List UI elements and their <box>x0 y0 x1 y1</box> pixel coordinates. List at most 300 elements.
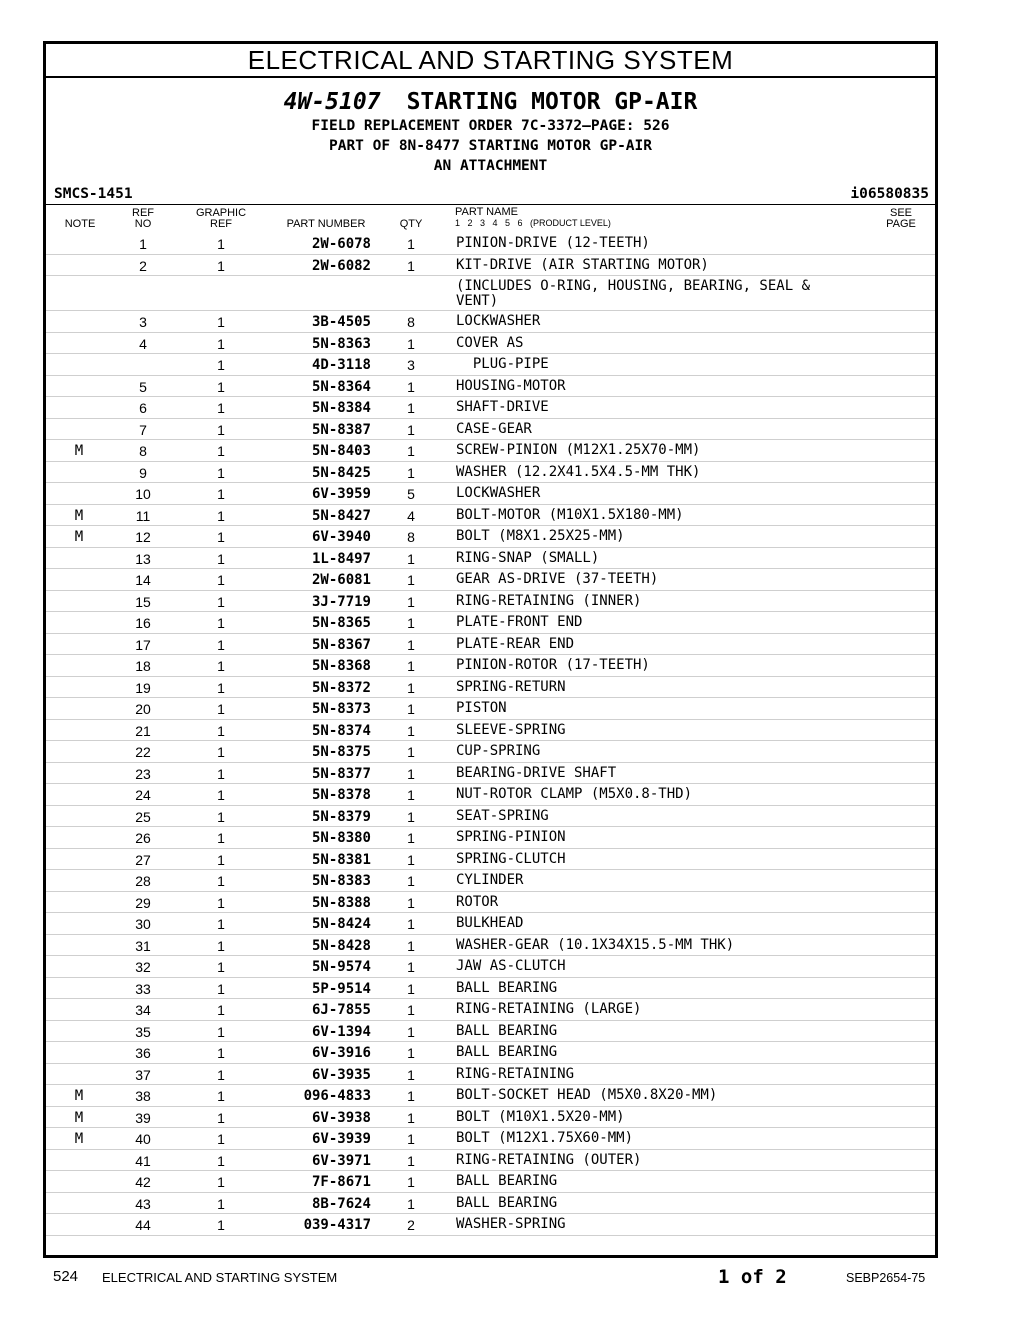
part-number-cell: 5N-8373 <box>311 701 371 717</box>
table-row <box>46 376 935 398</box>
graphic-ref-cell: 1 <box>217 851 225 868</box>
graphic-ref-cell: 1 <box>217 464 225 481</box>
qty-cell: 1 <box>407 722 415 739</box>
table-row <box>46 956 935 978</box>
table-row <box>46 999 935 1021</box>
qty-cell: 1 <box>407 464 415 481</box>
ref-no-cell: 31 <box>135 937 151 954</box>
ref-no-cell: 7 <box>139 421 147 438</box>
note-cell: M <box>74 1088 84 1104</box>
graphic-ref-cell: 1 <box>217 357 225 373</box>
graphic-ref-cell: 1 <box>217 1152 225 1169</box>
graphic-ref-cell: 1 <box>217 257 225 274</box>
note-cell: M <box>74 507 84 524</box>
col-see-line1: SEE <box>889 207 912 219</box>
ref-no-cell: 8 <box>139 443 147 459</box>
table-row <box>46 569 935 591</box>
table-row <box>46 784 935 806</box>
ref-no-cell: 11 <box>135 507 151 524</box>
table-row <box>46 397 935 419</box>
note-cell: M <box>74 1109 84 1126</box>
graphic-ref-cell: 1 <box>217 980 225 997</box>
part-number-cell: 6V-3935 <box>311 1066 371 1083</box>
ref-no-cell: 16 <box>135 615 151 631</box>
part-name-cell: PLUG-PIPE <box>456 356 549 372</box>
graphic-ref-cell: 1 <box>217 679 225 696</box>
part-number-cell: 5N-8368 <box>311 658 371 674</box>
ref-no-cell: 17 <box>135 636 151 653</box>
graphic-ref-cell: 1 <box>217 894 225 911</box>
table-row <box>46 311 935 333</box>
part-number-cell: 5N-8374 <box>311 722 371 739</box>
ref-no-cell: 41 <box>135 1152 151 1169</box>
field-replacement-order: FIELD REPLACEMENT ORDER 7C-3372—PAGE: 526 <box>311 118 670 134</box>
ref-no-cell: 32 <box>135 959 151 975</box>
col-product-levels: 1 2 3 4 5 6 (PRODUCT LEVEL) <box>455 218 611 228</box>
qty-cell: 1 <box>407 765 415 782</box>
qty-cell: 1 <box>407 744 415 760</box>
part-number-cell: 6V-3971 <box>311 1152 371 1169</box>
part-number-cell: 5N-8365 <box>311 615 371 631</box>
qty-cell: 1 <box>407 400 415 416</box>
graphic-ref-cell: 1 <box>217 636 225 653</box>
ref-no-cell: 34 <box>135 1002 151 1018</box>
ref-no-cell: 33 <box>135 980 151 997</box>
part-number-cell: 6V-1394 <box>311 1023 371 1040</box>
table-row <box>46 276 935 311</box>
footer-title: ELECTRICAL AND STARTING SYSTEM <box>102 1270 338 1285</box>
graphic-ref-cell: 1 <box>217 1174 225 1190</box>
part-name-cell: LOCKWASHER <box>456 313 541 329</box>
ref-no-cell: 35 <box>135 1023 151 1040</box>
graphic-ref-cell: 1 <box>217 959 225 975</box>
part-name-cell: PLATE-REAR END <box>456 635 575 652</box>
part-name-cell: BEARING-DRIVE SHAFT <box>456 764 617 781</box>
part-number-cell: 5N-8384 <box>311 400 371 416</box>
ref-no-cell: 24 <box>135 787 151 803</box>
graphic-ref-cell: 1 <box>217 443 225 459</box>
table-row <box>46 255 935 277</box>
table-row <box>46 354 935 376</box>
ref-no-cell: 43 <box>135 1195 151 1212</box>
page-footer <box>0 1264 1020 1294</box>
ref-no-cell: 12 <box>135 529 151 545</box>
part-number-cell: 5N-8378 <box>311 787 371 803</box>
part-name-cell: GEAR AS-DRIVE (37-TEETH) <box>456 571 659 587</box>
table-row <box>46 677 935 699</box>
part-name-cell: SPRING-RETURN <box>456 678 566 695</box>
graphic-ref-cell: 1 <box>217 314 225 330</box>
graphic-ref-cell: 1 <box>217 701 225 717</box>
table-row <box>46 892 935 914</box>
part-number-cell: 5N-8380 <box>311 830 371 846</box>
part-number-cell: 8B-7624 <box>311 1195 371 1212</box>
qty-cell: 1 <box>407 378 415 395</box>
part-name-cell: PLATE-FRONT END <box>456 614 583 630</box>
ref-no-cell: 2 <box>139 257 147 274</box>
table-row <box>46 233 935 255</box>
graphic-ref-cell: 1 <box>217 744 225 760</box>
part-name-cell: BALL BEARING <box>456 1173 558 1189</box>
part-number-cell: 2W-6078 <box>311 236 371 252</box>
qty-cell: 1 <box>407 1174 415 1190</box>
graphic-ref-cell: 1 <box>217 937 225 954</box>
qty-cell: 1 <box>407 1109 415 1126</box>
graphic-ref-cell: 1 <box>217 1088 225 1104</box>
part-number-cell: 1L-8497 <box>311 550 371 567</box>
ref-no-cell: 15 <box>135 593 151 610</box>
ref-no-cell: 40 <box>135 1131 151 1147</box>
ref-no-cell: 39 <box>135 1109 151 1126</box>
ref-no-cell: 29 <box>135 894 151 911</box>
table-row <box>46 913 935 935</box>
part-name-cell: RING-SNAP (SMALL) <box>456 549 600 566</box>
table-row <box>46 548 935 570</box>
ref-no-cell: 1 <box>139 236 147 252</box>
part-name-cell: CUP-SPRING <box>456 743 541 759</box>
table-row <box>46 1193 935 1215</box>
part-name-cell: WASHER (12.2X41.5X4.5-MM THK) <box>456 463 701 480</box>
col-graphic-line1: GRAPHIC <box>195 207 247 219</box>
part-number-cell: 039-4317 <box>303 1217 371 1233</box>
qty-cell: 1 <box>407 1002 415 1018</box>
graphic-ref-cell: 1 <box>217 722 225 739</box>
part-name-cell: ROTOR <box>456 893 499 910</box>
part-number-cell: 5N-8428 <box>311 937 371 954</box>
part-name-cell: BOLT (M12X1.75X60-MM) <box>456 1130 634 1146</box>
part-number-cell: 6J-7855 <box>311 1002 371 1018</box>
part-number-cell: 5P-9514 <box>311 980 371 997</box>
part-name-cell: RING-RETAINING (INNER) <box>456 592 642 609</box>
ref-no-cell: 26 <box>135 830 151 846</box>
col-part-number: PART NUMBER <box>286 218 366 230</box>
qty-cell: 1 <box>407 1131 415 1147</box>
note-cell: M <box>74 529 84 545</box>
graphic-ref-cell: 1 <box>217 335 225 352</box>
ref-no-cell: 4 <box>139 335 147 352</box>
part-number-cell: 5N-8372 <box>311 679 371 696</box>
qty-cell: 1 <box>407 959 415 975</box>
part-name-cell: CYLINDER <box>456 872 524 888</box>
part-number-cell: 5N-8403 <box>311 443 371 459</box>
graphic-ref-cell: 1 <box>217 507 225 524</box>
ref-no-cell: 18 <box>135 658 151 674</box>
part-name-cell: BOLT (M8X1.25X25-MM) <box>456 528 625 544</box>
part-number-cell: 5N-8377 <box>311 765 371 782</box>
ref-no-cell: 27 <box>135 851 151 868</box>
parts-table <box>46 233 935 1236</box>
table-row <box>46 1128 935 1150</box>
table-row <box>46 483 935 505</box>
table-row <box>46 720 935 742</box>
part-name-cell: WASHER-SPRING <box>456 1216 566 1232</box>
qty-cell: 1 <box>407 1195 415 1212</box>
qty-cell: 1 <box>407 615 415 631</box>
qty-cell: 1 <box>407 636 415 653</box>
graphic-ref-cell: 1 <box>217 572 225 588</box>
graphic-ref-cell: 1 <box>217 1002 225 1018</box>
table-row <box>46 612 935 634</box>
part-number-cell: 3J-7719 <box>311 593 371 610</box>
part-number-cell: 6V-3916 <box>311 1045 371 1061</box>
table-row <box>46 1214 935 1236</box>
image-id: i06580835 <box>850 186 929 202</box>
smcs-row <box>46 184 935 205</box>
table-row <box>46 505 935 527</box>
ref-no-cell: 6 <box>139 400 147 416</box>
col-graphic-line2: REF <box>210 218 232 230</box>
table-row <box>46 1085 935 1107</box>
table-row <box>46 655 935 677</box>
table-row <box>46 827 935 849</box>
footer-page-of: 1 of 2 <box>718 1266 787 1288</box>
table-row <box>46 698 935 720</box>
part-number-cell: 5N-9574 <box>311 959 371 975</box>
part-name-cell: JAW AS-CLUTCH <box>456 958 566 974</box>
col-note: NOTE <box>64 218 96 230</box>
part-name-cell: BOLT-SOCKET HEAD (M5X0.8X20-MM) <box>456 1087 718 1103</box>
part-number-cell: 6V-3939 <box>311 1131 371 1147</box>
graphic-ref-cell: 1 <box>217 787 225 803</box>
ref-no-cell: 14 <box>135 572 151 588</box>
table-row <box>46 634 935 656</box>
part-number-cell: 2W-6081 <box>311 572 371 588</box>
footer-doc-id: SEBP2654-75 <box>846 1271 926 1285</box>
graphic-ref-cell: 1 <box>217 1045 225 1061</box>
qty-cell: 1 <box>407 980 415 997</box>
qty-cell: 8 <box>407 529 415 545</box>
graphic-ref-cell: 1 <box>217 1195 225 1212</box>
part-number-cell: 5N-8388 <box>311 894 371 911</box>
qty-cell: 1 <box>407 679 415 696</box>
group-code: 4W-5107 <box>283 89 381 115</box>
ref-no-cell: 30 <box>135 916 151 932</box>
part-name-cell: CASE-GEAR <box>456 420 532 437</box>
graphic-ref-cell: 1 <box>217 486 225 502</box>
qty-cell: 1 <box>407 916 415 932</box>
part-name-cell: SCREW-PINION (M12X1.25X70-MM) <box>456 442 701 458</box>
graphic-ref-cell: 1 <box>217 1023 225 1040</box>
part-name-cell: BALL BEARING <box>456 1022 558 1039</box>
qty-cell: 1 <box>407 443 415 459</box>
qty-cell: 1 <box>407 1045 415 1061</box>
part-number-cell: 5N-8424 <box>311 916 371 932</box>
qty-cell: 1 <box>407 937 415 954</box>
ref-no-cell: 19 <box>135 679 151 696</box>
table-row <box>46 1042 935 1064</box>
table-row <box>46 1107 935 1129</box>
graphic-ref-cell: 1 <box>217 593 225 610</box>
qty-cell: 1 <box>407 1152 415 1169</box>
ref-no-cell: 36 <box>135 1045 151 1061</box>
table-row <box>46 1021 935 1043</box>
part-number-cell: 2W-6082 <box>311 257 371 274</box>
table-row <box>46 419 935 441</box>
graphic-ref-cell: 1 <box>217 236 225 252</box>
part-name-cell: NUT-ROTOR CLAMP (M5X0.8-THD) <box>456 786 693 802</box>
graphic-ref-cell: 1 <box>217 615 225 631</box>
part-name-cell: PINION-DRIVE (12-TEETH) <box>456 235 650 251</box>
note-cell: M <box>74 1131 84 1147</box>
table-row <box>46 870 935 892</box>
table-row <box>46 526 935 548</box>
table-row <box>46 1171 935 1193</box>
qty-cell: 1 <box>407 851 415 868</box>
part-number-cell: 5N-8387 <box>311 421 371 438</box>
qty-cell: 1 <box>407 593 415 610</box>
col-ref-line2: NO <box>134 218 152 230</box>
ref-no-cell: 5 <box>139 378 147 395</box>
table-row <box>46 849 935 871</box>
part-name-cell: SPRING-PINION <box>456 829 566 845</box>
part-name-cell: PINION-ROTOR (17-TEETH) <box>456 657 650 673</box>
part-of-line: PART OF 8N-8477 STARTING MOTOR GP-AIR <box>328 138 652 154</box>
qty-cell: 1 <box>407 1066 415 1083</box>
qty-cell: 1 <box>407 335 415 352</box>
col-ref-line1: REF <box>132 207 154 219</box>
qty-cell: 4 <box>407 507 415 524</box>
column-headers <box>46 207 935 231</box>
part-number-cell: 096-4833 <box>303 1088 371 1104</box>
part-name-cell: HOUSING-MOTOR <box>456 377 566 394</box>
graphic-ref-cell: 1 <box>217 808 225 825</box>
qty-cell: 1 <box>407 701 415 717</box>
table-row <box>46 741 935 763</box>
part-number-cell: 5N-8379 <box>311 808 371 825</box>
part-name-cell: PISTON <box>456 700 507 716</box>
part-number-cell: 5N-8364 <box>311 378 371 395</box>
part-number-cell: 3B-4505 <box>311 314 371 330</box>
col-part-name: PART NAME <box>455 206 518 218</box>
graphic-ref-cell: 1 <box>217 1131 225 1147</box>
qty-cell: 1 <box>407 1088 415 1104</box>
graphic-ref-cell: 1 <box>217 830 225 846</box>
group-title: STARTING MOTOR GP-AIR <box>406 89 698 115</box>
qty-cell: 1 <box>407 873 415 889</box>
part-number-cell: 6V-3959 <box>311 486 371 502</box>
ref-no-cell: 44 <box>135 1217 151 1233</box>
ref-no-cell: 42 <box>135 1174 151 1190</box>
part-name-cell: BALL BEARING <box>456 1194 558 1211</box>
table-row <box>46 978 935 1000</box>
table-row <box>46 440 935 462</box>
part-name-cell: BULKHEAD <box>456 915 524 931</box>
qty-cell: 8 <box>407 314 415 330</box>
part-name-cell: SEAT-SPRING <box>456 807 549 824</box>
qty-cell: 1 <box>407 1023 415 1040</box>
graphic-ref-cell: 1 <box>217 765 225 782</box>
smcs-code: SMCS-1451 <box>54 186 133 202</box>
qty-cell: 1 <box>407 257 415 274</box>
graphic-ref-cell: 1 <box>217 873 225 889</box>
part-name-cell: BOLT (M10X1.5X20-MM) <box>456 1108 625 1125</box>
attachment-line: AN ATTACHMENT <box>433 158 548 174</box>
part-name-cell: BALL BEARING <box>456 979 558 996</box>
part-name-cell: COVER AS <box>456 334 524 351</box>
graphic-ref-cell: 1 <box>217 529 225 545</box>
qty-cell: 1 <box>407 894 415 911</box>
part-name-cell: RING-RETAINING <box>456 1065 575 1082</box>
part-name-cell: BALL BEARING <box>456 1044 558 1060</box>
part-name-cell: SHAFT-DRIVE <box>456 399 549 415</box>
table-row <box>46 1064 935 1086</box>
part-number-cell: 5N-8383 <box>311 873 371 889</box>
footer-page-number: 524 <box>53 1268 79 1285</box>
ref-no-cell: 10 <box>135 486 151 502</box>
ref-no-cell: 22 <box>135 744 151 760</box>
qty-cell: 1 <box>407 550 415 567</box>
graphic-ref-cell: 1 <box>217 400 225 416</box>
header-title-line <box>46 88 935 116</box>
ref-no-cell: 21 <box>135 722 151 739</box>
part-name-cell: RING-RETAINING (OUTER) <box>456 1151 642 1168</box>
graphic-ref-cell: 1 <box>217 550 225 567</box>
qty-cell: 1 <box>407 421 415 438</box>
part-name-cell: KIT-DRIVE (AIR STARTING MOTOR) <box>456 256 709 273</box>
ref-no-cell: 38 <box>135 1088 151 1104</box>
table-row <box>46 1150 935 1172</box>
graphic-ref-cell: 1 <box>217 1217 225 1233</box>
part-name-cell: RING-RETAINING (LARGE) <box>456 1001 642 1017</box>
qty-cell: 3 <box>407 357 415 373</box>
qty-cell: 1 <box>407 830 415 846</box>
ref-no-cell: 28 <box>135 873 151 889</box>
ref-no-cell: 20 <box>135 701 151 717</box>
qty-cell: 1 <box>407 236 415 252</box>
part-name-cell: SPRING-CLUTCH <box>456 850 566 867</box>
parts-list-frame <box>43 41 938 1258</box>
ref-no-cell: 23 <box>135 765 151 782</box>
graphic-ref-cell: 1 <box>217 1109 225 1126</box>
graphic-ref-cell: 1 <box>217 1066 225 1083</box>
qty-cell: 1 <box>407 787 415 803</box>
parts-header <box>46 88 935 176</box>
part-name-cell: LOCKWASHER <box>456 485 541 501</box>
graphic-ref-cell: 1 <box>217 421 225 438</box>
table-row <box>46 935 935 957</box>
part-name-cell: WASHER-GEAR (10.1X34X15.5-MM THK) <box>456 936 735 953</box>
qty-cell: 1 <box>407 808 415 825</box>
qty-cell: 5 <box>407 486 415 502</box>
table-row <box>46 591 935 613</box>
part-number-cell: 5N-8367 <box>311 636 371 653</box>
col-qty: QTY <box>399 218 423 230</box>
ref-no-cell: 9 <box>139 464 147 481</box>
part-number-cell: 6V-3938 <box>311 1109 371 1126</box>
ref-no-cell: 3 <box>139 314 147 330</box>
col-see-line2: PAGE <box>886 218 916 230</box>
ref-no-cell: 13 <box>135 550 151 567</box>
qty-cell: 1 <box>407 572 415 588</box>
note-cell: M <box>74 443 84 459</box>
graphic-ref-cell: 1 <box>217 916 225 932</box>
part-number-cell: 5N-8427 <box>311 507 371 524</box>
ref-no-cell: 25 <box>135 808 151 825</box>
table-row <box>46 806 935 828</box>
graphic-ref-cell: 1 <box>217 378 225 395</box>
part-name-cell: BOLT-MOTOR (M10X1.5X180-MM) <box>456 506 684 523</box>
part-number-cell: 5N-8375 <box>311 744 371 760</box>
part-number-cell: 4D-3118 <box>311 357 371 373</box>
part-number-cell: 5N-8381 <box>311 851 371 868</box>
part-name-cell: (INCLUDES O-RING, HOUSING, BEARING, SEAL & VENT) <box>456 278 811 309</box>
part-name-cell: SLEEVE-SPRING <box>456 721 566 738</box>
qty-cell: 1 <box>407 658 415 674</box>
part-number-cell: 5N-8363 <box>311 335 371 352</box>
table-row <box>46 333 935 355</box>
table-row <box>46 462 935 484</box>
part-number-cell: 6V-3940 <box>311 529 371 545</box>
